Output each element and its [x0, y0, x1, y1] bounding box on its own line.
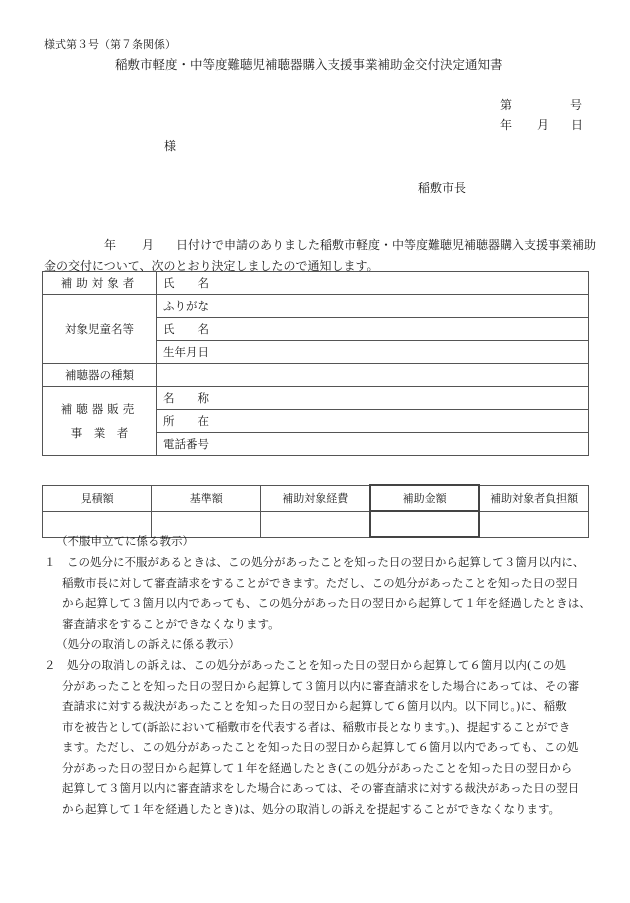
lawsuit-heading: （処分の取消しの訴えに係る教示） [56, 637, 240, 651]
header-standard: 基準額 [152, 485, 261, 511]
intro-text-1: 日付けで申請のありました稲敷市軽度・中等度難聴児補聴器購入支援事業補助 [176, 238, 597, 252]
applicant-label: 補助対象者 [43, 272, 157, 295]
lawsuit-line: ます。ただし、この処分があったことを知った日の翌日から起算して６箇月以内であっても、この処 [62, 740, 579, 754]
form-number: 様式第３号（第７条関係） [44, 38, 176, 51]
hearing-aid-type-label: 補聴器の種類 [43, 364, 157, 387]
date-day-label: 日 [571, 118, 584, 132]
number-prefix: 第 [500, 98, 513, 112]
applicant-info-table [42, 271, 589, 456]
number-suffix: 号 [570, 98, 583, 112]
amount-table [42, 484, 589, 538]
furigana-label: ふりがな [157, 295, 589, 318]
header-subsidy-amount: 補助金額 [370, 485, 479, 511]
vendor-address-label: 所 在 [157, 410, 589, 433]
intro-year: 年 [104, 238, 117, 252]
addressee-suffix: 様 [164, 139, 177, 153]
sender-name: 稲敷市長 [418, 181, 467, 195]
applicant-name-label: 氏 名 [157, 272, 589, 295]
lawsuit-line: 起算して３箇月以内に審査請求をした場合にあっては、その審査請求に対する裁決があった日の翌日 [62, 781, 580, 795]
appeal-line: 稲敷市長に対して審査請求をすることができます。ただし、この処分があったことを知った日の翌日 [62, 575, 579, 590]
appeal-line: 審査請求をすることができなくなります。 [62, 616, 280, 631]
lawsuit-line: 分があったことを知った日の翌日から起算して３箇月以内に審査請求をした場合にあっては、その審 [62, 678, 580, 693]
vendor-label-line-2: 事 業 者 [70, 426, 129, 440]
appeal-line: から起算して３箇月以内であっても、この処分があった日の翌日から起算して１年を経過したときは、 [62, 596, 591, 610]
lawsuit-line: 査請求に対する裁決があったことを知った日の翌日から起算して６箇月以内。以下同じ。)に、稲敷 [62, 699, 567, 713]
intro-line-2: 金の交付について、次のとおり決定しましたので通知します。 [44, 259, 379, 273]
vendor-name-label: 名 称 [157, 387, 589, 410]
birthdate-label: 生年月日 [157, 341, 589, 364]
lawsuit-paragraph [44, 655, 579, 819]
value-subsidy-amount [370, 511, 479, 537]
hearing-aid-type-value [157, 364, 589, 387]
appeal-heading: （不服申立てに係る教示） [56, 534, 194, 548]
date-month-label: 月 [537, 118, 550, 132]
lawsuit-line: 市を被告として(訴訟において稲敷市を代表する者は、稲敷市長となります。)、提起することができ [62, 719, 571, 734]
intro-month: 月 [142, 238, 155, 252]
child-name-label: 氏 名 [157, 318, 589, 341]
lawsuit-line: 分があった日の翌日から起算して１年を経過したとき(この処分があったことを知った日の翌日から [62, 760, 573, 775]
value-self-pay [479, 511, 588, 537]
vendor-label-line-1: 補聴器販売 [60, 402, 139, 416]
lawsuit-line: ２ 処分の取消しの訴えは、この処分があったことを知った日の翌日から起算して６箇月以内(この処 [44, 658, 566, 672]
vendor-label [43, 387, 157, 456]
value-eligible-cost [261, 511, 370, 537]
date-year-label: 年 [500, 118, 513, 132]
header-eligible-cost: 補助対象経費 [261, 485, 370, 511]
appeal-paragraph [44, 552, 591, 634]
document-title: 稲敷市軽度・中等度難聴児補聴器購入支援事業補助金交付決定通知書 [115, 57, 503, 72]
header-estimate: 見積額 [43, 485, 152, 511]
appeal-line: １ この処分に不服があるときは、この処分があったことを知った日の翌日から起算して３箇月以内に、 [44, 555, 585, 569]
header-self-pay: 補助対象者負担額 [479, 485, 588, 511]
vendor-phone-label: 電話番号 [157, 433, 589, 456]
lawsuit-line: から起算して１年を経過したとき)は、処分の取消しの訴えを提起することができなくなります。 [62, 801, 561, 816]
child-label: 対象児童名等 [43, 295, 157, 364]
intro-line-1 [104, 236, 596, 253]
